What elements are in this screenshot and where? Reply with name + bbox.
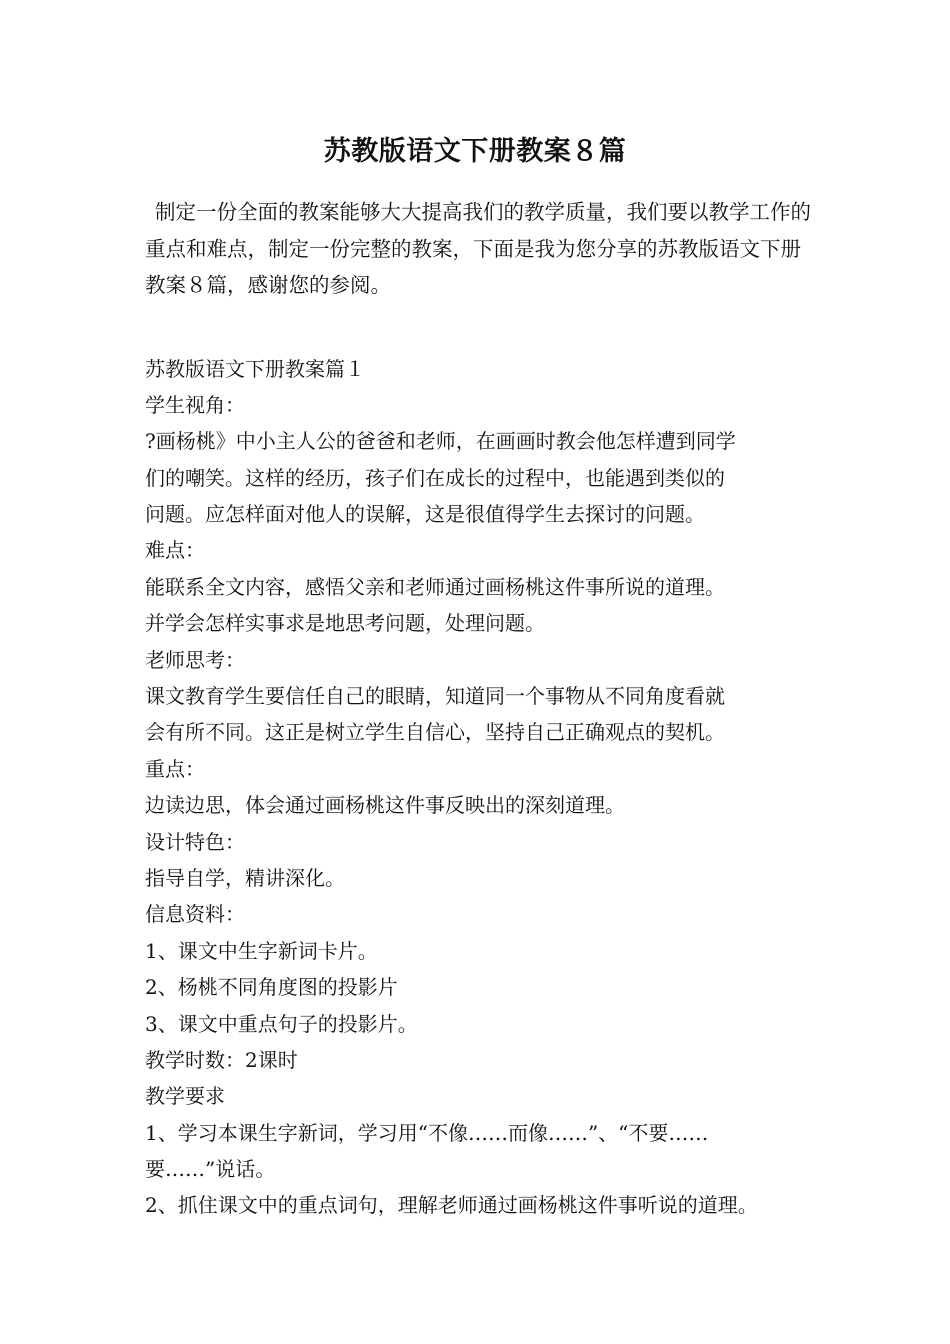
text-line: 们的嘲笑。这样的经历，孩子们在成长的过程中，也能遇到类似的 [145,465,725,490]
list-item: 1、课文中生字新词卡片。 [145,938,378,963]
text-line: ?画杨桃》中小主人公的爸爸和老师，在画画时教会他怎样遭到同学 [145,429,736,454]
document-title: 苏教版语文下册教案８篇 [323,136,627,167]
text-line: 并学会怎样实事求是地思考问题，处理问题。 [145,611,545,636]
text-line: 教学要求 [145,1084,225,1109]
text-line: 信息资料： [145,902,245,927]
text-line: 重点： [145,756,205,781]
text-line: 问题。应怎样面对他人的误解，这是很值得学生去探讨的问题。 [145,502,705,527]
list-item: 1、学习本课生字新词，学习用“不像……而像……”、“不要…… [145,1120,709,1145]
list-item: 2、杨桃不同角度图的投影片 [145,975,398,1000]
text-line: 老师思考： [145,647,245,672]
document-body [145,194,817,1224]
text-line: 学生视角： [145,392,245,417]
content-lines [145,351,817,1224]
text-line: 要……”说话。 [145,1157,276,1182]
text-line: 课文教育学生要信任自己的眼睛，知道同一个事物从不同角度看就 [145,684,725,709]
text-line: 指导自学，精讲深化。 [145,865,345,890]
section-heading: 苏教版语文下册教案篇１ [145,356,365,381]
text-line: 边读边思，体会通过画杨桃这件事反映出的深刻道理。 [145,793,625,818]
text-line: 能联系全文内容，感悟父亲和老师通过画杨桃这件事所说的道理。 [145,574,725,599]
text-line: 会有所不同。这正是树立学生自信心，坚持自己正确观点的契机。 [145,720,725,745]
text-line: 教学时数：2课时 [145,1047,298,1072]
list-item: 3、课文中重点句子的投影片。 [145,1011,418,1036]
intro-paragraph: 制定一份全面的教案能够大大提高我们的教学质量，我们要以教学工作的重点和难点，制定一份完整的教案，下面是我为您分享的苏教版语文下册教案８篇，感谢您的参阅。 [145,200,811,297]
list-item: 2、抓住课文中的重点词句，理解老师通过画杨桃这件事听说的道理。 [145,1193,758,1218]
text-line: 设计特色： [145,829,245,854]
text-line: 难点： [145,538,205,563]
